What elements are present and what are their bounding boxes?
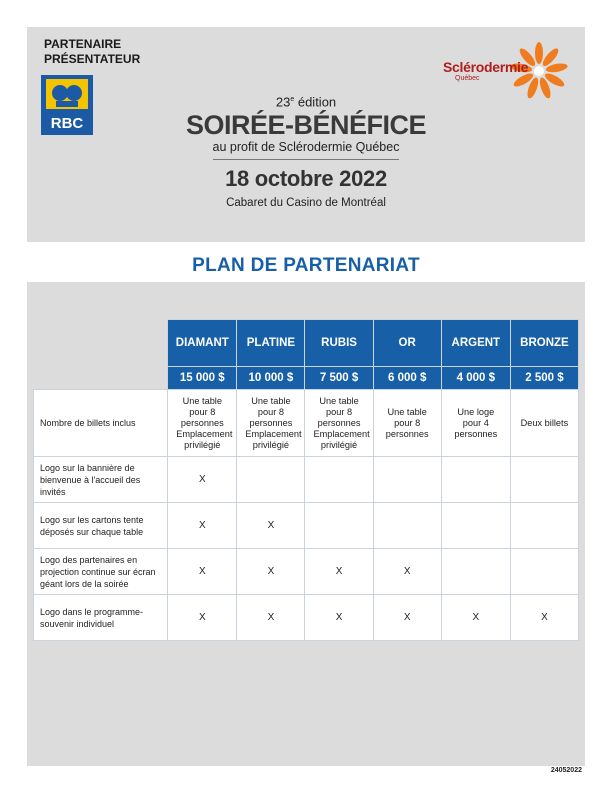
partnership-table: [33, 319, 579, 641]
level-price: 10 000 $: [237, 367, 305, 390]
benefit-cell: [305, 503, 373, 549]
feature-label: Logo dans le programme-souvenir individuel: [34, 595, 168, 641]
benefit-cell: X: [305, 549, 373, 595]
benefit-cell: Une table pour 8 personnes Emplacement privilégié: [237, 390, 305, 457]
benefit-cell: [441, 457, 510, 503]
level-name: OR: [373, 320, 441, 367]
benefit-cell: Une table pour 8 personnes Emplacement privilégié: [168, 390, 237, 457]
benefit-cell: [237, 457, 305, 503]
benefit-cell: X: [373, 595, 441, 641]
benefit-cell: [373, 457, 441, 503]
benefit-cell: X: [441, 595, 510, 641]
level-name: BRONZE: [510, 320, 578, 367]
benefit-cell: X: [237, 549, 305, 595]
benefit-cell: [305, 457, 373, 503]
benefit-cell: X: [305, 595, 373, 641]
table-row: [34, 390, 579, 457]
benefit-cell: X: [168, 549, 237, 595]
sclerodermie-logo-sub: Québec: [455, 75, 480, 82]
benefit-cell: X: [237, 503, 305, 549]
level-name: ARGENT: [441, 320, 510, 367]
edition-number: 23: [275, 94, 291, 110]
benefit-cell: Deux billets: [510, 390, 578, 457]
level-name: DIAMANT: [168, 320, 237, 367]
sclerodermie-logo-word: Sclérodermie: [443, 59, 529, 75]
table-row: [34, 549, 579, 595]
benefit-cell: Une table pour 8 personnes: [373, 390, 441, 457]
level-price: 2 500 $: [510, 367, 578, 390]
benefit-cell: [510, 549, 578, 595]
benefit-cell: X: [168, 457, 237, 503]
benefit-cell: X: [510, 595, 578, 641]
header-banner: [27, 27, 585, 242]
benefit-cell: [510, 503, 578, 549]
edition-label: [157, 92, 455, 110]
benefit-cell: Une table pour 8 personnes Emplacement privilégié: [305, 390, 373, 457]
level-price: 4 000 $: [441, 367, 510, 390]
header-blank: [34, 367, 168, 390]
benefit-cell: [441, 549, 510, 595]
event-venue: Cabaret du Casino de Montréal: [226, 197, 386, 210]
level-price: 15 000 $: [168, 367, 237, 390]
table-row: [34, 457, 579, 503]
event-title: SOIRÉE-BÉNÉFICE: [185, 110, 427, 141]
benefit-cell: [441, 503, 510, 549]
benefit-cell: [373, 503, 441, 549]
plan-title: PLAN DE PARTENARIAT: [192, 255, 420, 276]
partner-label-line2: PRÉSENTATEUR: [44, 52, 141, 66]
sclerodermie-logo: [439, 39, 579, 109]
header-blank: [34, 320, 168, 367]
benefit-cell: X: [373, 549, 441, 595]
level-name: RUBIS: [305, 320, 373, 367]
table-row: [34, 595, 579, 641]
feature-label: Logo sur les cartons tente déposés sur chaque table: [34, 503, 168, 549]
rbc-logo: [41, 75, 93, 135]
benefit-cell: X: [168, 503, 237, 549]
level-price: 6 000 $: [373, 367, 441, 390]
feature-label: Nombre de billets inclus: [34, 390, 168, 457]
benefit-cell: Une loge pour 4 personnes: [441, 390, 510, 457]
event-heading: [157, 92, 455, 212]
level-price: 7 500 $: [305, 367, 373, 390]
divider: [213, 159, 399, 160]
edition-word: édition: [297, 94, 337, 110]
benefit-cell: X: [237, 595, 305, 641]
feature-label: Logo sur la bannière de bienvenue à l'accueil des invités: [34, 457, 168, 503]
benefit-cell: [510, 457, 578, 503]
level-name: PLATINE: [237, 320, 305, 367]
reference-code: 24052022: [550, 767, 582, 774]
table-row: [34, 503, 579, 549]
partner-label-line1: PARTENAIRE: [44, 37, 122, 51]
event-subtitle: au profit de Sclérodermie Québec: [212, 140, 400, 155]
feature-label: Logo des partenaires en projection continue sur écran géant lors de la soirée: [34, 549, 168, 595]
benefit-cell: X: [168, 595, 237, 641]
edition-sup: e: [290, 96, 295, 103]
presenting-partner-label: [44, 37, 140, 67]
rbc-logo-text: RBC: [50, 115, 84, 132]
event-date: 18 octobre 2022: [225, 166, 387, 192]
